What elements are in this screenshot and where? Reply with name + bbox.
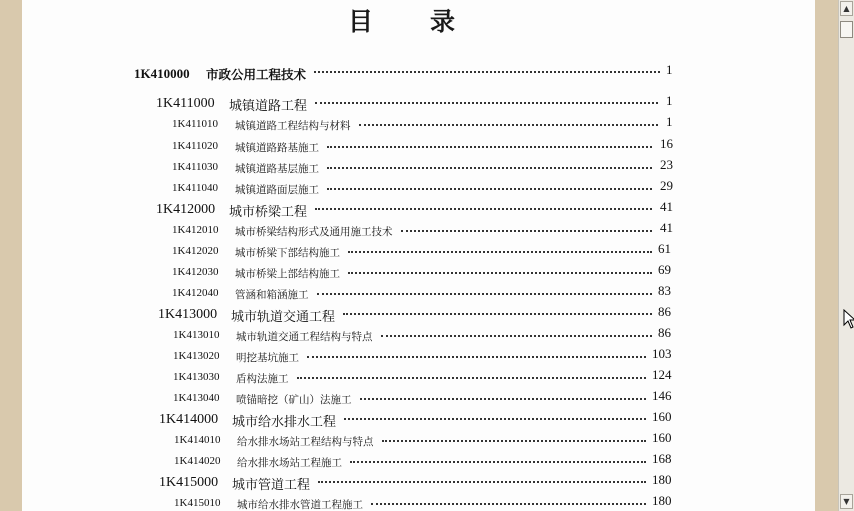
toc-entry[interactable] <box>22 114 815 136</box>
toc-entry[interactable] <box>22 346 815 368</box>
arrow-down-icon: ▼ <box>843 497 850 506</box>
toc-leader-dots <box>348 272 652 274</box>
toc-entry[interactable] <box>22 472 815 494</box>
toc-entry-code: 1K412010 <box>172 224 219 236</box>
toc-entry-page: 41 <box>660 199 673 214</box>
toc-entry-title: 城市桥梁下部结构施工 <box>235 247 340 259</box>
toc-entry[interactable] <box>22 493 815 511</box>
toc-entry-page: 1 <box>666 93 673 108</box>
toc-entry-page: 168 <box>652 451 672 466</box>
toc-entry-title: 城镇道路工程结构与材料 <box>235 120 351 132</box>
toc-entry[interactable] <box>22 262 815 284</box>
toc-entry-page: 1 <box>666 114 673 129</box>
toc-entry-title: 城市桥梁结构形式及通用施工技术 <box>235 226 393 238</box>
toc-entry-code: 1K412030 <box>172 266 219 278</box>
scroll-down-button[interactable] <box>840 494 853 509</box>
toc-leader-dots <box>317 293 652 295</box>
toc-entry-code: 1K413030 <box>173 371 220 383</box>
toc-leader-dots <box>307 356 646 358</box>
toc-entry-title: 城市管道工程 <box>232 478 311 493</box>
toc-entry-page: 1 <box>666 62 673 77</box>
toc-entry[interactable] <box>22 136 815 158</box>
toc-entry-title: 城镇道路基层施工 <box>235 163 319 175</box>
toc-entry-code: 1K414000 <box>159 412 219 427</box>
toc-entry-title: 城镇道路工程 <box>229 99 308 114</box>
toc-entry[interactable] <box>22 283 815 305</box>
toc-leader-dots <box>382 440 646 442</box>
toc-entry-title: 城市给水排水工程 <box>232 415 337 430</box>
mouse-cursor-icon <box>843 309 854 329</box>
toc-entry-title: 市政公用工程技术 <box>206 67 307 82</box>
toc-entry-page: 146 <box>652 388 672 403</box>
toc-entry-code: 1K413020 <box>173 350 220 362</box>
toc-leader-dots <box>344 418 646 420</box>
table-of-contents <box>22 0 815 511</box>
toc-entry[interactable] <box>22 325 815 347</box>
toc-entry-title: 喷锚暗挖（矿山）法施工 <box>236 394 352 406</box>
toc-entry-title: 城市轨道交通工程 <box>231 310 336 325</box>
scroll-up-button[interactable] <box>840 1 853 16</box>
toc-entry-page: 86 <box>658 304 671 319</box>
toc-entry-page: 69 <box>658 262 671 277</box>
toc-entry-code: 1K411040 <box>172 182 219 194</box>
title-char-1: 目 <box>348 7 374 36</box>
toc-entry-code: 1K413010 <box>173 329 220 341</box>
toc-entry[interactable] <box>22 157 815 179</box>
toc-entry-code: 1K412020 <box>172 245 219 257</box>
toc-leader-dots <box>315 102 658 104</box>
toc-entry-code: 1K414010 <box>174 434 221 446</box>
toc-entry-title: 明挖基坑施工 <box>236 352 299 364</box>
toc-entry[interactable] <box>22 430 815 452</box>
toc-entry-code: 1K411010 <box>172 118 219 130</box>
toc-leader-dots <box>348 251 652 253</box>
toc-entry-title: 城市桥梁工程 <box>229 205 308 220</box>
toc-entry-code: 1K410000 <box>134 66 190 81</box>
toc-entry-code: 1K415000 <box>159 475 219 490</box>
toc-entry[interactable] <box>22 367 815 389</box>
toc-entry-page: 83 <box>658 283 671 298</box>
scrollbar-thumb[interactable] <box>840 21 853 38</box>
toc-leader-dots <box>327 146 652 148</box>
toc-entry-page: 180 <box>652 493 672 508</box>
toc-entry[interactable] <box>22 220 815 242</box>
toc-entry[interactable] <box>22 178 815 200</box>
toc-entry-code: 1K411000 <box>156 96 215 111</box>
toc-leader-dots <box>350 461 646 463</box>
toc-entry-code: 1K412040 <box>172 287 219 299</box>
toc-entry[interactable] <box>22 241 815 263</box>
toc-entry-page: 29 <box>660 178 673 193</box>
toc-entry-title: 给水排水场站工程施工 <box>237 457 342 469</box>
toc-entry-code: 1K411020 <box>172 140 219 152</box>
toc-leader-dots <box>318 481 646 483</box>
toc-entry-title: 城镇道路面层施工 <box>235 184 319 196</box>
toc-leader-dots <box>371 503 646 505</box>
toc-entry-code: 1K415010 <box>174 497 221 509</box>
toc-leader-dots <box>327 188 652 190</box>
title-char-2: 录 <box>430 7 456 36</box>
toc-entry-title: 城市轨道交通工程结构与特点 <box>236 331 373 343</box>
toc-entry[interactable] <box>22 62 815 84</box>
viewer-background-left <box>0 0 22 511</box>
toc-entry-page: 16 <box>660 136 673 151</box>
toc-entry[interactable] <box>22 199 815 221</box>
toc-entry-code: 1K414020 <box>174 455 221 467</box>
toc-entry-title: 给水排水场站工程结构与特点 <box>237 436 374 448</box>
toc-leader-dots <box>314 71 660 73</box>
toc-entry-title: 管涵和箱涵施工 <box>235 289 309 301</box>
toc-entry-page: 180 <box>652 472 672 487</box>
toc-entry-page: 124 <box>652 367 672 382</box>
toc-entry-page: 160 <box>652 430 672 445</box>
toc-entry[interactable] <box>22 451 815 473</box>
toc-leader-dots <box>359 124 658 126</box>
toc-entry-page: 41 <box>660 220 673 235</box>
arrow-up-icon: ▲ <box>843 4 850 13</box>
document-page <box>22 0 815 511</box>
toc-leader-dots <box>401 230 652 232</box>
toc-entry[interactable] <box>22 304 815 326</box>
toc-entry[interactable] <box>22 409 815 431</box>
toc-entry-code: 1K413000 <box>158 307 218 322</box>
toc-entry-title: 城市给水排水管道工程施工 <box>237 499 363 511</box>
toc-entry[interactable] <box>22 93 815 115</box>
toc-entry-title: 城镇道路路基施工 <box>235 142 319 154</box>
toc-leader-dots <box>327 167 652 169</box>
toc-entry-title: 城市桥梁上部结构施工 <box>235 268 340 280</box>
toc-entry-page: 23 <box>660 157 673 172</box>
toc-entry-code: 1K411030 <box>172 161 219 173</box>
toc-entry-code: 1K413040 <box>173 392 220 404</box>
toc-leader-dots <box>360 398 646 400</box>
toc-leader-dots <box>381 335 652 337</box>
toc-entry-page: 160 <box>652 409 672 424</box>
viewer-background-right <box>815 0 838 511</box>
toc-leader-dots <box>315 208 652 210</box>
toc-entry-title: 盾构法施工 <box>236 373 289 385</box>
toc-leader-dots <box>343 313 652 315</box>
toc-leader-dots <box>297 377 646 379</box>
toc-entry-code: 1K412000 <box>156 202 216 217</box>
toc-entry-page: 103 <box>652 346 672 361</box>
vertical-scrollbar[interactable] <box>838 0 854 511</box>
toc-entry[interactable] <box>22 388 815 410</box>
toc-entry-page: 61 <box>658 241 671 256</box>
toc-entry-page: 86 <box>658 325 671 340</box>
